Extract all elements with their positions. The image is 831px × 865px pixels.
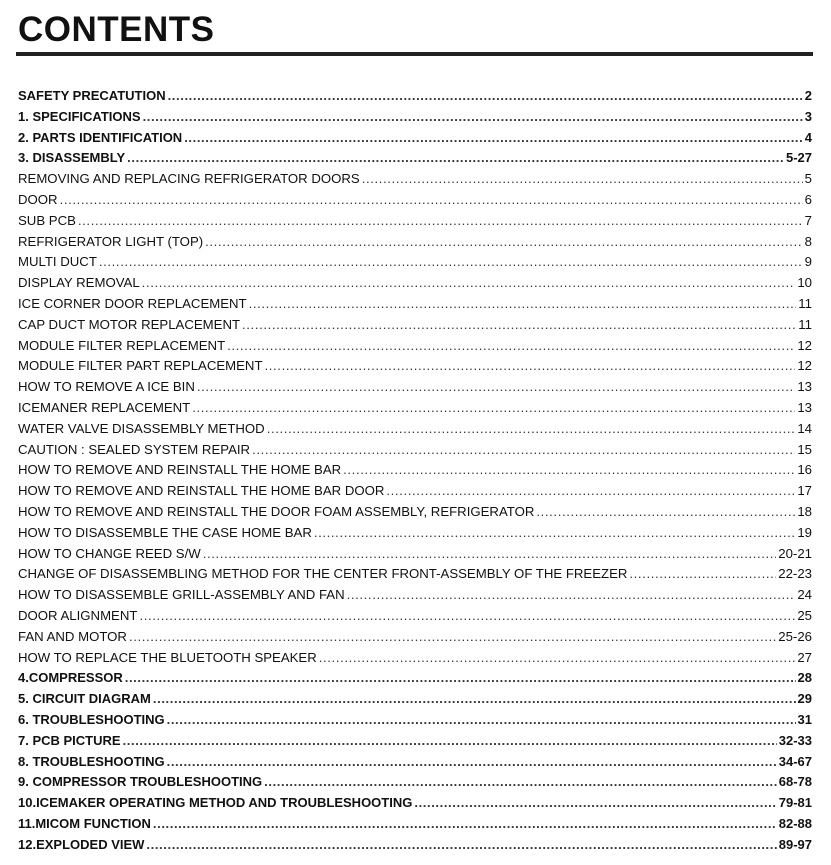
title-divider bbox=[16, 52, 813, 56]
dot-leader bbox=[192, 398, 795, 419]
toc-entry-label: HOW TO DISASSEMBLE GRILL-ASSEMBLY AND FAN bbox=[18, 587, 345, 603]
toc-entry-page-number: 19 bbox=[797, 524, 812, 540]
toc-entry-page-number: 5-27 bbox=[785, 150, 812, 166]
toc-entry-page-number: 15 bbox=[797, 441, 812, 457]
toc-entry-label: CAUTION : SEALED SYSTEM REPAIR bbox=[18, 441, 251, 457]
toc-entry-page-number: 79-81 bbox=[778, 795, 812, 811]
dot-leader bbox=[414, 793, 776, 814]
dot-leader bbox=[153, 689, 796, 710]
toc-entry-label: 4.COMPRESSOR bbox=[18, 670, 123, 686]
toc-entry[interactable] bbox=[18, 835, 812, 856]
toc-entry-label: CHANGE OF DISASSEMBLING METHOD FOR THE CENTER FRONT-ASSEMBLY OF THE FREEZER bbox=[18, 566, 628, 582]
dot-leader bbox=[142, 273, 796, 294]
dot-leader bbox=[252, 440, 795, 461]
toc-entry[interactable] bbox=[18, 752, 812, 773]
dot-leader bbox=[249, 294, 797, 315]
toc-entry-page-number: 34-67 bbox=[778, 753, 812, 769]
dot-leader bbox=[129, 627, 776, 648]
dot-leader bbox=[205, 232, 803, 253]
toc-entry[interactable] bbox=[18, 731, 812, 752]
toc-entry-page-number: 27 bbox=[797, 649, 812, 665]
toc-entry-label: 9. COMPRESSOR TROUBLESHOOTING bbox=[18, 774, 263, 790]
toc-entry[interactable] bbox=[18, 211, 812, 232]
toc-entry[interactable] bbox=[18, 606, 812, 627]
toc-entry-page-number: 25 bbox=[797, 607, 812, 623]
toc-entry-page-number: 25-26 bbox=[778, 628, 812, 644]
dot-leader bbox=[267, 419, 796, 440]
toc-entry[interactable] bbox=[18, 86, 812, 107]
dot-leader bbox=[184, 128, 803, 149]
toc-entry[interactable] bbox=[18, 190, 812, 211]
toc-entry-page-number: 10 bbox=[797, 275, 812, 291]
toc-entry[interactable] bbox=[18, 627, 812, 648]
dot-leader bbox=[264, 772, 777, 793]
toc-entry-label: REMOVING AND REPLACING REFRIGERATOR DOORS bbox=[18, 171, 360, 187]
toc-entry-page-number: 13 bbox=[797, 399, 812, 415]
toc-entry-label: 8. TROUBLESHOOTING bbox=[18, 753, 165, 769]
toc-entry-label: MULTI DUCT bbox=[18, 254, 97, 270]
toc-entry-page-number: 68-78 bbox=[778, 774, 812, 790]
dot-leader bbox=[167, 752, 777, 773]
toc-entry-label: HOW TO REMOVE AND REINSTALL THE HOME BAR DOOR bbox=[18, 483, 385, 499]
dot-leader bbox=[362, 169, 803, 190]
dot-leader bbox=[197, 377, 795, 398]
toc-entry[interactable] bbox=[18, 544, 812, 565]
toc-entry[interactable] bbox=[18, 564, 812, 585]
toc-entry-label: 5. CIRCUIT DIAGRAM bbox=[18, 691, 151, 707]
toc-entry[interactable] bbox=[18, 398, 812, 419]
dot-leader bbox=[319, 648, 796, 669]
toc-entry-page-number: 22-23 bbox=[778, 566, 812, 582]
dot-leader bbox=[343, 460, 795, 481]
dot-leader bbox=[629, 564, 776, 585]
toc-entry[interactable] bbox=[18, 793, 812, 814]
dot-leader bbox=[167, 710, 796, 731]
dot-leader bbox=[203, 544, 777, 565]
toc-entry-label: 1. SPECIFICATIONS bbox=[18, 108, 141, 124]
toc-entry-label: REFRIGERATOR LIGHT (TOP) bbox=[18, 233, 204, 249]
toc-entry[interactable] bbox=[18, 668, 812, 689]
dot-leader bbox=[227, 336, 795, 357]
toc-entry[interactable] bbox=[18, 648, 812, 669]
toc-entry[interactable] bbox=[18, 502, 812, 523]
dot-leader bbox=[139, 606, 795, 627]
toc-entry-page-number: 31 bbox=[797, 711, 812, 727]
toc-entry[interactable] bbox=[18, 107, 812, 128]
toc-entry-page-number: 17 bbox=[797, 483, 812, 499]
toc-entry-label: ICE CORNER DOOR REPLACEMENT bbox=[18, 295, 247, 311]
toc-entry-label: HOW TO REMOVE AND REINSTALL THE DOOR FOAM ASSEMBLY, REFRIGERATOR bbox=[18, 503, 535, 519]
dot-leader bbox=[123, 731, 777, 752]
toc-entry-page-number: 11 bbox=[798, 295, 812, 311]
dot-leader bbox=[242, 315, 796, 336]
toc-entry[interactable] bbox=[18, 689, 812, 710]
toc-entry-label: HOW TO REMOVE A ICE BIN bbox=[18, 379, 195, 395]
toc-entry-label: 3. DISASSEMBLY bbox=[18, 150, 126, 166]
toc-entry[interactable] bbox=[18, 148, 812, 169]
toc-entry-page-number: 12 bbox=[797, 337, 812, 353]
toc-entry-page-number: 24 bbox=[797, 587, 812, 603]
toc-entry[interactable] bbox=[18, 232, 812, 253]
toc-entry[interactable] bbox=[18, 315, 812, 336]
toc-entry[interactable] bbox=[18, 814, 812, 835]
toc-entry[interactable] bbox=[18, 772, 812, 793]
toc-entry-page-number: 7 bbox=[804, 212, 812, 228]
toc-entry-label: HOW TO REPLACE THE BLUETOOTH SPEAKER bbox=[18, 649, 317, 665]
toc-entry-label: DOOR ALIGNMENT bbox=[18, 607, 138, 623]
dot-leader bbox=[146, 835, 776, 856]
toc-entry-page-number: 12 bbox=[797, 358, 812, 374]
dot-leader bbox=[347, 585, 796, 606]
toc-entry-label: 7. PCB PICTURE bbox=[18, 732, 121, 748]
dot-leader bbox=[78, 211, 803, 232]
toc-entry[interactable] bbox=[18, 336, 812, 357]
toc-entry-label: ICEMANER REPLACEMENT bbox=[18, 399, 191, 415]
toc-entry-page-number: 9 bbox=[804, 254, 812, 270]
toc-entry-page-number: 28 bbox=[797, 670, 812, 686]
dot-leader bbox=[60, 190, 803, 211]
dot-leader bbox=[386, 481, 795, 502]
toc-entry-label: HOW TO DISASSEMBLE THE CASE HOME BAR bbox=[18, 524, 312, 540]
toc-entry[interactable] bbox=[18, 128, 812, 149]
dot-leader bbox=[127, 148, 784, 169]
toc-entry[interactable] bbox=[18, 419, 812, 440]
toc-entry[interactable] bbox=[18, 523, 812, 544]
page-title: CONTENTS bbox=[18, 10, 215, 49]
dot-leader bbox=[153, 814, 777, 835]
toc-entry[interactable] bbox=[18, 481, 812, 502]
toc-entry-label: 6. TROUBLESHOOTING bbox=[18, 711, 165, 727]
toc-entry[interactable] bbox=[18, 273, 812, 294]
toc-entry-label: 10.ICEMAKER OPERATING METHOD AND TROUBLESHOOTING bbox=[18, 795, 413, 811]
toc-entry-page-number: 29 bbox=[797, 691, 812, 707]
dot-leader bbox=[265, 356, 796, 377]
toc-entry[interactable] bbox=[18, 294, 812, 315]
toc-entry-page-number: 32-33 bbox=[778, 732, 812, 748]
dot-leader bbox=[314, 523, 795, 544]
toc-entry-label: HOW TO CHANGE REED S/W bbox=[18, 545, 201, 561]
toc-entry-label: HOW TO REMOVE AND REINSTALL THE HOME BAR bbox=[18, 462, 342, 478]
toc-entry-page-number: 8 bbox=[804, 233, 812, 249]
toc-entry[interactable] bbox=[18, 710, 812, 731]
toc-entry-page-number: 5 bbox=[804, 171, 812, 187]
toc-entry-page-number: 89-97 bbox=[778, 836, 812, 852]
table-of-contents bbox=[18, 86, 812, 855]
toc-entry-label: SAFETY PRECATUTION bbox=[18, 88, 166, 103]
dot-leader bbox=[536, 502, 795, 523]
toc-entry-label: DOOR bbox=[18, 191, 58, 207]
toc-entry-page-number: 3 bbox=[804, 108, 812, 124]
toc-entry-page-number: 20-21 bbox=[778, 545, 812, 561]
toc-entry-label: SUB PCB bbox=[18, 212, 76, 228]
toc-entry-page-number: 4 bbox=[804, 129, 812, 145]
toc-entry-label: WATER VALVE DISASSEMBLY METHOD bbox=[18, 420, 265, 436]
toc-entry-label: 11.MICOM FUNCTION bbox=[18, 815, 151, 831]
toc-entry[interactable] bbox=[18, 585, 812, 606]
toc-entry-page-number: 14 bbox=[797, 420, 812, 436]
toc-entry-page-number: 18 bbox=[797, 503, 812, 519]
toc-entry-label: CAP DUCT MOTOR REPLACEMENT bbox=[18, 316, 241, 332]
toc-entry-page-number: 11 bbox=[798, 316, 812, 332]
toc-entry-label: 2. PARTS IDENTIFICATION bbox=[18, 129, 183, 145]
dot-leader bbox=[125, 668, 796, 689]
toc-entry-page-number: 16 bbox=[797, 462, 812, 478]
dot-leader bbox=[99, 252, 803, 273]
toc-entry[interactable] bbox=[18, 252, 812, 273]
toc-entry-label: 12.EXPLODED VIEW bbox=[18, 836, 145, 852]
toc-entry[interactable] bbox=[18, 356, 812, 377]
toc-entry-page-number: 2 bbox=[804, 88, 812, 103]
toc-entry[interactable] bbox=[18, 440, 812, 461]
toc-entry[interactable] bbox=[18, 169, 812, 190]
toc-entry-page-number: 6 bbox=[804, 191, 812, 207]
toc-entry-label: FAN AND MOTOR bbox=[18, 628, 127, 644]
dot-leader bbox=[168, 86, 803, 107]
toc-entry-label: MODULE FILTER PART REPLACEMENT bbox=[18, 358, 263, 374]
toc-entry[interactable] bbox=[18, 460, 812, 481]
toc-entry-label: DISPLAY REMOVAL bbox=[18, 275, 140, 291]
dot-leader bbox=[143, 107, 803, 128]
toc-entry-label: MODULE FILTER REPLACEMENT bbox=[18, 337, 226, 353]
toc-entry[interactable] bbox=[18, 377, 812, 398]
toc-entry-page-number: 13 bbox=[797, 379, 812, 395]
toc-entry-page-number: 82-88 bbox=[778, 815, 812, 831]
